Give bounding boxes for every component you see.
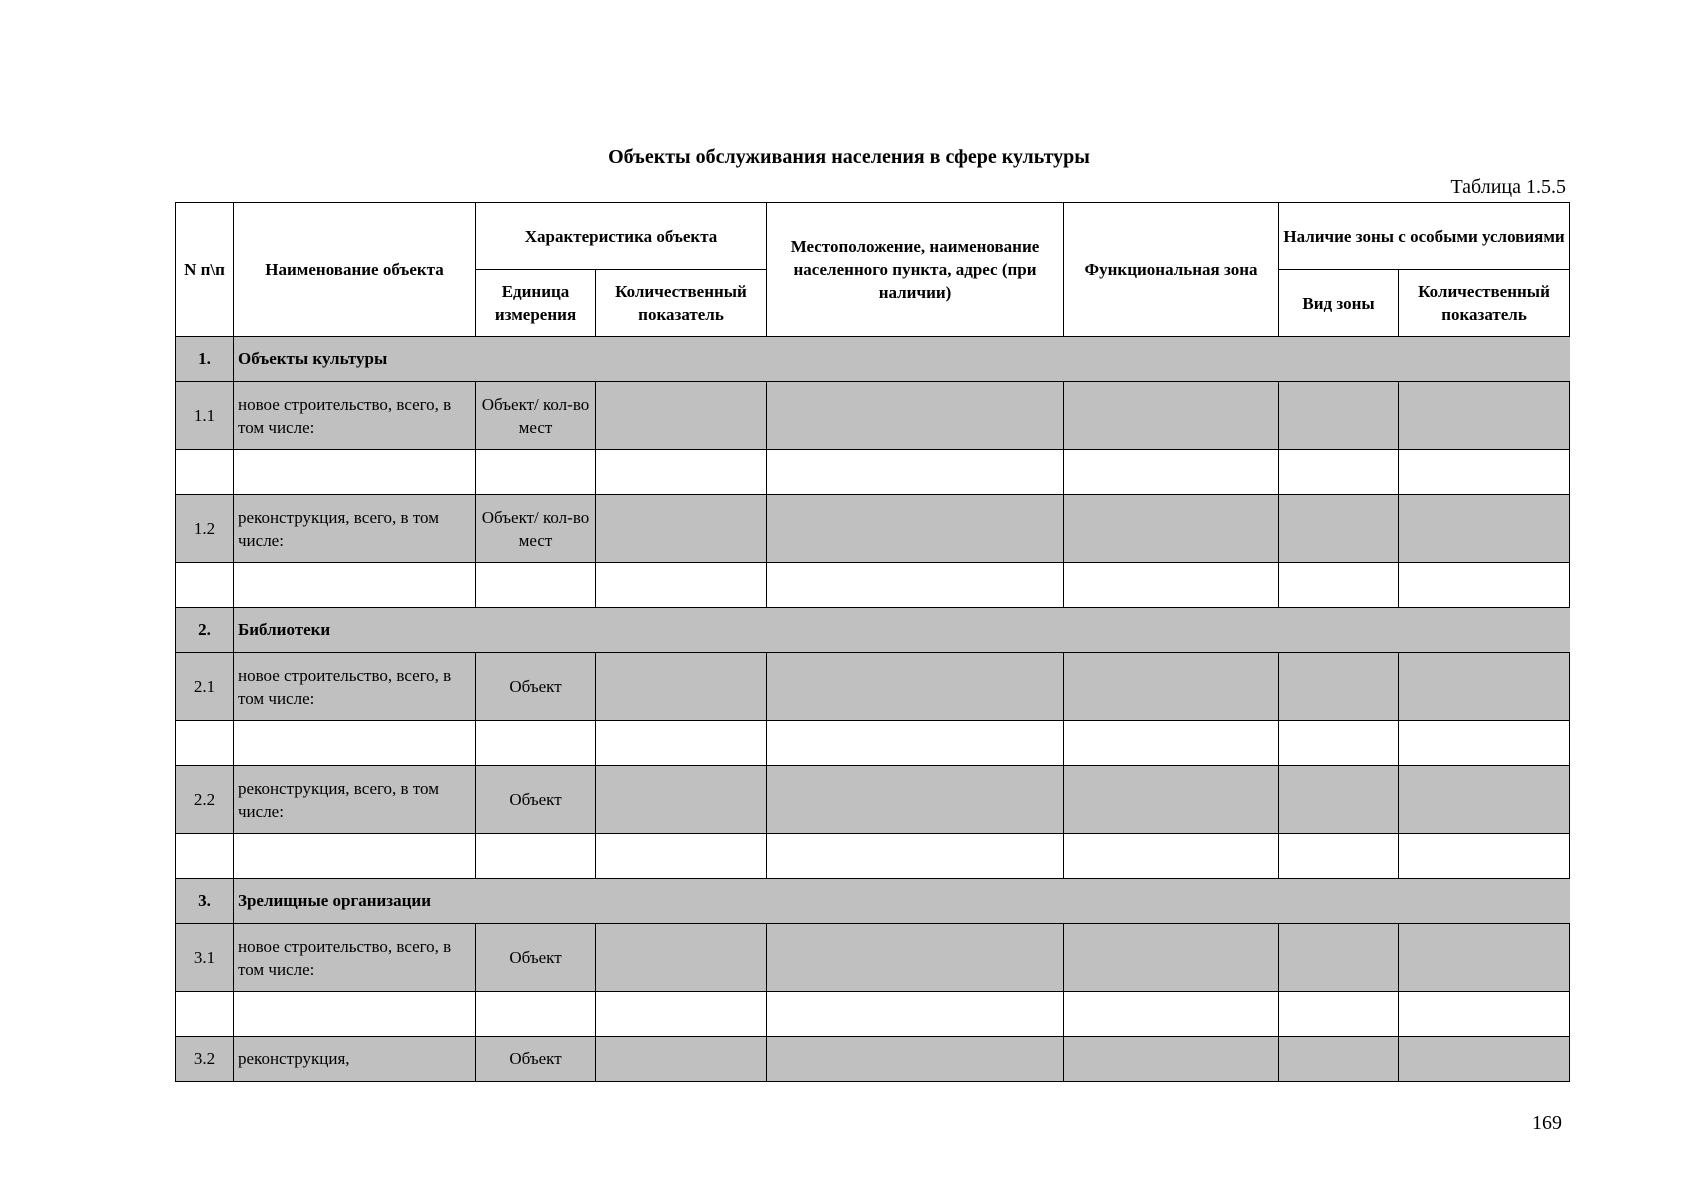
blank-row (176, 721, 1570, 766)
row-quantity (596, 653, 767, 721)
table-row (176, 1037, 1570, 1082)
row-name: новое строительство, всего, в том числе: (234, 382, 476, 450)
table-row (176, 766, 1570, 834)
row-functional-zone (1064, 495, 1279, 563)
header-num: N п\п (176, 203, 234, 337)
header-zone-type: Вид зоны (1279, 270, 1399, 337)
row-quantity (596, 382, 767, 450)
row-zone-quantity (1399, 495, 1570, 563)
row-functional-zone (1064, 653, 1279, 721)
table-row (176, 382, 1570, 450)
header-location: Местоположение, наименование населенного пункта, адрес (при наличии) (767, 203, 1064, 337)
row-number: 3.2 (176, 1037, 234, 1082)
table-row (176, 924, 1570, 992)
row-zone-type (1279, 1037, 1399, 1082)
row-zone-type (1279, 924, 1399, 992)
table-row (176, 495, 1570, 563)
row-quantity (596, 495, 767, 563)
row-functional-zone (1064, 1037, 1279, 1082)
row-zone-quantity (1399, 924, 1570, 992)
row-zone-quantity (1399, 382, 1570, 450)
row-quantity (596, 924, 767, 992)
row-name: новое строительство, всего, в том числе: (234, 653, 476, 721)
blank-row (176, 563, 1570, 608)
row-functional-zone (1064, 382, 1279, 450)
row-unit: Объект (476, 924, 596, 992)
page-number: 169 (1532, 1112, 1562, 1134)
row-unit: Объект/ кол-во мест (476, 382, 596, 450)
row-zone-type (1279, 495, 1399, 563)
section-row (176, 608, 1570, 653)
culture-objects-table (175, 202, 1570, 1082)
row-location (767, 1037, 1064, 1082)
section-title: Библиотеки (234, 608, 1570, 653)
header-unit: Единица измерения (476, 270, 596, 337)
row-location (767, 495, 1064, 563)
row-zone-type (1279, 382, 1399, 450)
blank-row (176, 992, 1570, 1037)
row-unit: Объект/ кол-во мест (476, 495, 596, 563)
header-characteristics: Характеристика объекта (476, 203, 767, 270)
section-row (176, 337, 1570, 382)
row-number: 2.1 (176, 653, 234, 721)
row-zone-type (1279, 766, 1399, 834)
row-functional-zone (1064, 924, 1279, 992)
row-location (767, 382, 1064, 450)
row-unit: Объект (476, 766, 596, 834)
row-functional-zone (1064, 766, 1279, 834)
section-number: 2. (176, 608, 234, 653)
row-location (767, 653, 1064, 721)
row-unit: Объект (476, 653, 596, 721)
row-zone-quantity (1399, 1037, 1570, 1082)
section-row (176, 879, 1570, 924)
section-title: Зрелищные организации (234, 879, 1570, 924)
header-zone-quantity: Количественный показатель (1399, 270, 1570, 337)
header-quantity: Количественный показатель (596, 270, 767, 337)
section-title: Объекты культуры (234, 337, 1570, 382)
row-name: новое строительство, всего, в том числе: (234, 924, 476, 992)
blank-row (176, 834, 1570, 879)
section-number: 3. (176, 879, 234, 924)
table-caption: Таблица 1.5.5 (1450, 176, 1566, 198)
row-zone-type (1279, 653, 1399, 721)
row-number: 1.2 (176, 495, 234, 563)
row-name: реконструкция, (234, 1037, 476, 1082)
row-location (767, 766, 1064, 834)
page-title: Объекты обслуживания населения в сфере культуры (608, 146, 1090, 168)
row-zone-quantity (1399, 653, 1570, 721)
row-quantity (596, 1037, 767, 1082)
row-unit: Объект (476, 1037, 596, 1082)
row-name: реконструкция, всего, в том числе: (234, 495, 476, 563)
header-special-zone: Наличие зоны с особыми условиями (1279, 203, 1570, 270)
row-location (767, 924, 1064, 992)
row-number: 1.1 (176, 382, 234, 450)
row-quantity (596, 766, 767, 834)
header-functional-zone: Функциональная зона (1064, 203, 1279, 337)
header-name: Наименование объекта (234, 203, 476, 337)
row-zone-quantity (1399, 766, 1570, 834)
table-row (176, 653, 1570, 721)
blank-row (176, 450, 1570, 495)
row-number: 2.2 (176, 766, 234, 834)
section-number: 1. (176, 337, 234, 382)
row-name: реконструкция, всего, в том числе: (234, 766, 476, 834)
row-number: 3.1 (176, 924, 234, 992)
